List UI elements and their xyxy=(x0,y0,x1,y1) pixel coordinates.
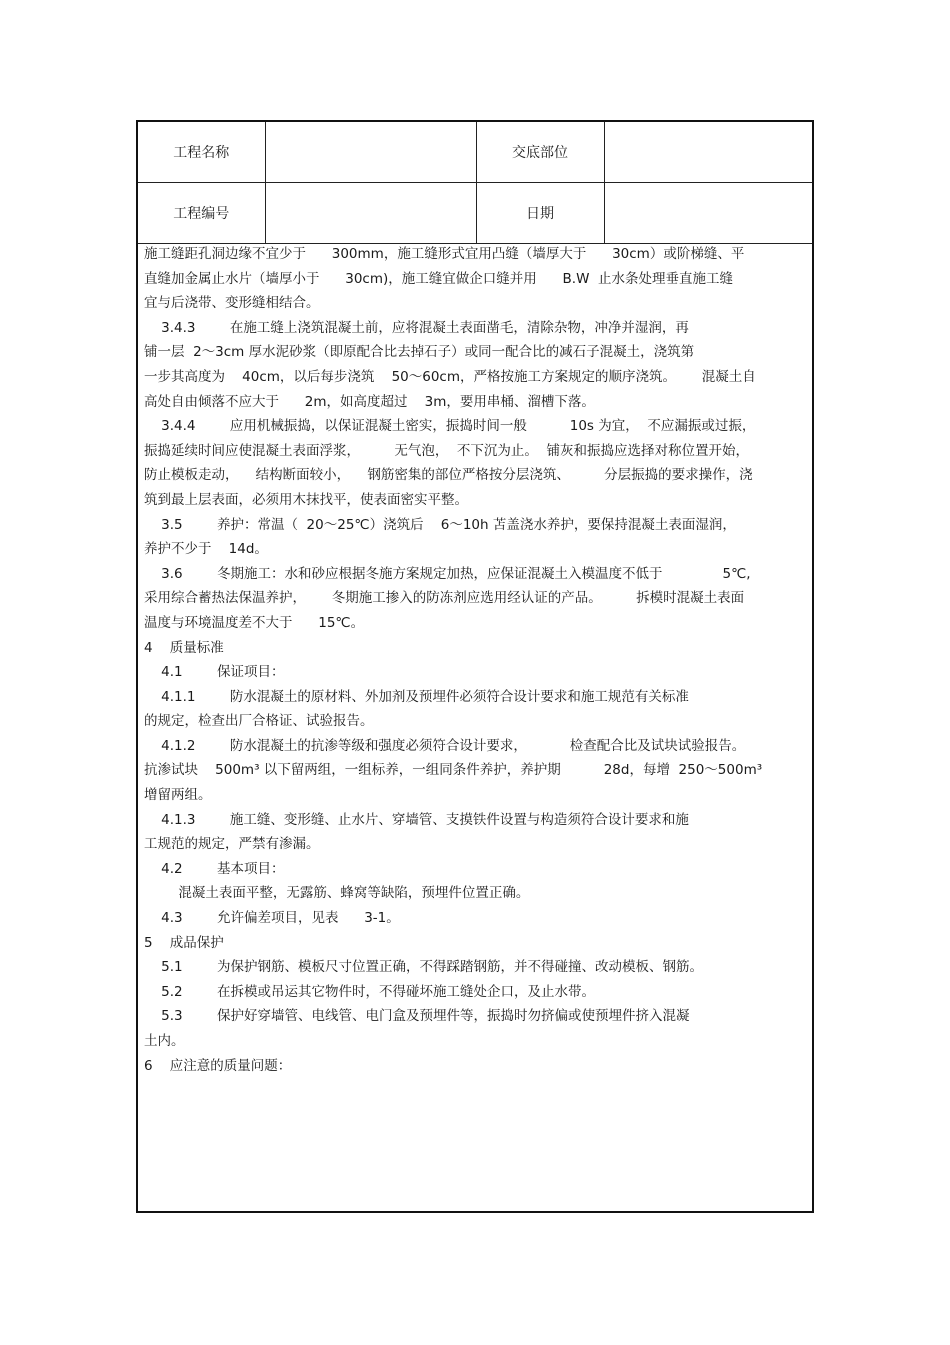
project-name-label: 工程名称 xyxy=(138,122,265,183)
text-line: 振捣延续时间应使混凝土表面浮浆， 无气泡， 不下沉为止。 铺灰和振捣应选择对称位置开始， xyxy=(144,442,749,459)
section-heading: 6 应注意的质量问题： xyxy=(144,1057,292,1074)
text-line: 3.6 冬期施工：水和砂应根据冬施方案规定加热，应保证混凝土入模温度不低于 5℃, xyxy=(144,565,751,582)
project-no-label: 工程编号 xyxy=(138,183,265,244)
text-line: 3.5 养护：常温（ 20～25℃）浇筑后 6～10h 苫盖浇水养护，要保持混凝土表面湿润， xyxy=(144,516,736,533)
text-line: 4.2 基本项目： xyxy=(144,860,285,877)
text-line: 4.3 允许偏差项目，见表 3-1。 xyxy=(144,910,400,927)
project-no-field[interactable] xyxy=(265,183,476,244)
text-line: 高处自由倾落不应大于 2m，如高度超过 3m，要用串桶、溜槽下落。 xyxy=(144,393,595,410)
section-heading: 4 质量标准 xyxy=(144,639,224,656)
text-line: 5.2 在拆模或吊运其它物件时，不得碰坏施工缝处企口，及止水带。 xyxy=(144,983,595,1000)
content-body xyxy=(144,242,808,1078)
document-frame xyxy=(136,120,814,1213)
text-line: 4.1 保证项目： xyxy=(144,664,285,681)
header-table xyxy=(138,122,812,244)
text-line: 一步其高度为 40cm，以后每步浇筑 50～60cm，严格按施工方案规定的顺序浇筑。 混凝土自 xyxy=(144,368,756,385)
text-line: 土内。 xyxy=(144,1033,185,1049)
text-line: 筑到最上层表面，必须用木抹找平，使表面密实平整。 xyxy=(144,491,468,508)
text-line: 宜与后浇带、变形缝相结合。 xyxy=(144,295,320,312)
text-line: 5.3 保护好穿墙管、电线管、电门盒及预埋件等，振捣时勿挤偏或使预埋件挤入混凝 xyxy=(144,1008,690,1025)
date-label: 日期 xyxy=(476,183,604,244)
text-line: 直缝加金属止水片（墙厚小于 30cm)，施工缝宜做企口缝并用 B.W 止水条处理垂直施工缝 xyxy=(144,270,733,287)
text-line: 工规范的规定，严禁有渗漏。 xyxy=(144,836,320,853)
text-line: 3.4.4 应用机械振捣，以保证混凝土密实，振捣时间一般 10s 为宜， 不应漏振或过振， xyxy=(144,418,756,435)
section-heading: 5 成品保护 xyxy=(144,934,224,951)
text-line: 防止模板走动， 结构断面较小， 钢筋密集的部位严格按分层浇筑、 分层振捣的要求操作，浇 xyxy=(144,467,753,484)
text-line: 的规定，检查出厂合格证、试验报告。 xyxy=(144,713,374,730)
text-line: 5.1 为保护钢筋、模板尺寸位置正确，不得踩踏钢筋，并不得碰撞、改动模板、钢筋。 xyxy=(144,959,703,976)
text-line: 4.1.2 防水混凝土的抗渗等级和强度必须符合设计要求， 检查配合比及试块试验报告。 xyxy=(144,737,746,754)
text-line: 增留两组。 xyxy=(144,787,212,804)
handover-part-field[interactable] xyxy=(604,122,812,183)
text-line: 混凝土表面平整，无露筋、蜂窝等缺陷，预埋件位置正确。 xyxy=(144,885,530,902)
handover-part-label: 交底部位 xyxy=(476,122,604,183)
text-line: 抗渗试块 500m³ 以下留两组，一组标养，一组同条件养护，养护期 28d，每增 250～500m³ xyxy=(144,762,763,779)
text-line: 4.1.3 施工缝、变形缝、止水片、穿墙管、支摸铁件设置与构造须符合设计要求和施 xyxy=(144,811,689,828)
header-row-2 xyxy=(138,183,812,244)
project-name-field[interactable] xyxy=(265,122,476,183)
text-line: 3.4.3 在施工缝上浇筑混凝土前，应将混凝土表面凿毛，清除杂物，冲净并湿润，再 xyxy=(144,319,689,336)
date-field[interactable] xyxy=(604,183,812,244)
text-line: 4.1.1 防水混凝土的原材料、外加剂及预埋件必须符合设计要求和施工规范有关标准 xyxy=(144,688,689,705)
text-line: 养护不少于 14d。 xyxy=(144,541,268,558)
text-line: 施工缝距孔洞边缘不宜少于 300mm，施工缝形式宜用凸缝（墙厚大于 30cm）或阶梯缝、平 xyxy=(144,246,745,262)
text-line: 铺一层 2～3cm 厚水泥砂浆（即原配合比去掉石子）或同一配合比的减石子混凝土，浇筑第 xyxy=(144,344,695,361)
text-line: 温度与环境温度差不大于 15℃。 xyxy=(144,614,365,631)
header-row-1 xyxy=(138,122,812,183)
text-line: 采用综合蓄热法保温养护， 冬期施工掺入的防冻剂应选用经认证的产品。 拆模时混凝土表面 xyxy=(144,590,745,607)
